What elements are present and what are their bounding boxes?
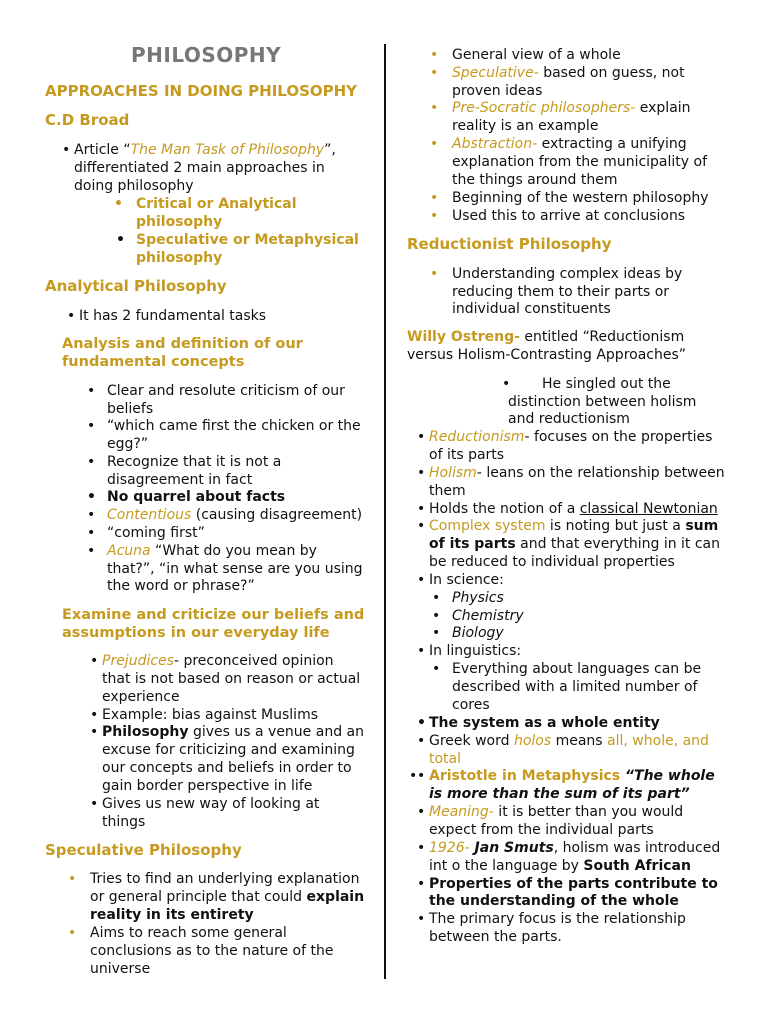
task2-heading-2: assumptions in our everyday life [62,625,330,641]
list-item: • Clear and resolute criticism of our [107,382,345,400]
broad-heading: C.D Broad [45,111,130,129]
list-item-cont: them [429,483,466,499]
list-item: • No quarrel about facts [107,488,285,506]
ostreng-line-2: versus Holism-Contrasting Approaches” [407,347,687,363]
task1-heading: Analysis and definition of our [62,336,303,352]
approach-speculative-2: philosophy [136,250,223,266]
list-item-cont: reducing them to their parts or [452,284,670,300]
article-line-3: doing philosophy [74,178,194,194]
list-item: • Acuna “What do you mean by [107,542,317,560]
list-item-cont: between the parts. [429,929,562,945]
list-item: • Reductionism- focuses on the properties [429,428,712,446]
list-item: • General view of a whole [452,46,621,64]
list-item: • “coming first” [107,524,205,542]
article-line: • Article “The Man Task of Philosophy”, [74,141,336,159]
list-item: • Greek word holos means all, whole, and [429,732,709,750]
list-item-cont: gain border perspective in life [102,778,313,794]
list-item: • Beginning of the western philosophy [452,189,709,207]
list-item-cont: described with a limited number of [452,679,698,695]
list-item-cont: explanation from the municipality of [452,154,708,170]
list-item: • Chemistry [452,607,524,625]
list-item: • Everything about languages can be [452,660,701,678]
speculative-heading: Speculative Philosophy [45,841,242,859]
task2-heading: Examine and criticize our beliefs and [62,607,365,623]
list-item-cont: universe [90,961,151,977]
list-item: • Recognize that it is not a [107,453,281,471]
list-item-cont: beliefs [107,401,154,417]
page-title: PHILOSOPHY [131,43,282,67]
list-item-cont: cores [452,697,490,713]
list-item: • Speculative- based on guess, not [452,64,685,82]
list-item-cont: of its parts and that everything in it can [429,536,721,552]
tasks-line: • It has 2 fundamental tasks [79,307,266,325]
list-item-cont: disagreement in fact [107,472,253,488]
analytical-heading: Analytical Philosophy [45,277,227,295]
list-item: • Abstraction- extracting a unifying [452,135,687,153]
list-item: • 1926- Jan Smuts, holism was introduced [417,840,721,856]
list-item-cont: reality in its entirety [90,907,254,923]
list-item-cont: proven ideas [452,83,543,99]
list-item: • Aims to reach some general [90,924,287,942]
list-item: • In science: [429,571,504,589]
article-line-2: differentiated 2 main approaches in [74,160,325,176]
list-item-cont: that?”, “in what sense are you using [107,561,363,577]
list-item-cont: things [102,814,146,830]
list-item: • Holism- leans on the relationship between [429,464,725,482]
list-item-cont: of its parts [429,447,505,463]
list-item-cont: be reduced to individual properties [429,554,675,570]
list-item-cont: excuse for criticizing and examining [102,742,355,758]
list-item: • The system as a whole entity [429,714,660,732]
list-item: • Understanding complex ideas by [452,265,682,283]
list-item-cont: our concepts and beliefs in order to [102,760,352,776]
list-item: • Used this to arrive at conclusions [452,207,685,225]
list-item: • Complex system is noting but just a sum [429,517,718,535]
list-item-cont: expect from the individual parts [429,822,654,838]
list-item-cont: experience [102,689,180,705]
approach-critical: • Critical or Analytical [136,195,297,213]
list-item-cont: individual constituents [452,301,611,317]
list-item-cont: conclusions as to the nature of the [90,943,334,959]
list-item-cont: or general principle that could explain [90,889,365,905]
ostreng-line: Willy Ostreng- entitled “Reductionism [407,329,685,345]
list-item: • Physics [452,589,504,607]
list-item: • The primary focus is the relationship [417,911,686,927]
list-item: • Holds the notion of a classical Newtonian [429,500,718,518]
approaches-heading: APPROACHES IN DOING PHILOSOPHY [45,82,358,100]
singled-line: • He singled out the [502,376,671,392]
list-item: • In linguistics: [429,642,521,660]
list-item-cont: egg?” [107,436,149,452]
list-item-cont: that is not based on reason or actual [102,671,361,687]
list-item: • Tries to find an underlying explanation [90,870,360,888]
singled-line-3: and reductionism [508,411,630,427]
singled-line-2: distinction between holism [508,394,697,410]
list-item: • Biology [452,624,504,642]
list-item: • Prejudices- preconceived opinion [102,652,334,670]
approach-critical-2: philosophy [136,214,223,230]
column-divider [384,44,386,979]
list-item-cont: the word or phrase?” [107,578,255,594]
list-item: • Gives us new way of looking at [102,795,319,813]
list-item-cont: total [429,751,462,767]
list-item: • “which came first the chicken or the [107,417,361,435]
list-item-cont: reality is an example [452,118,599,134]
task1-heading-2: fundamental concepts [62,354,245,370]
list-item-cont: the understanding of the whole [429,893,679,909]
list-item-cont: the things around them [452,172,618,188]
approach-speculative: • Speculative or Metaphysical [136,231,359,249]
list-item: • Example: bias against Muslims [102,706,318,724]
list-item: • Philosophy gives us a venue and an [102,723,364,741]
list-item: • Contentious (causing disagreement) [107,506,362,524]
list-item: • Properties of the parts contribute to [417,876,718,892]
list-item: • • Aristotle in Metaphysics “The whole [429,767,715,785]
list-item: • Pre-Socratic philosophers- explain [452,99,691,117]
list-item-cont: is more than the sum of its part” [429,786,690,802]
list-item-cont: int o the language by South African [429,858,691,874]
reductionist-heading: Reductionist Philosophy [407,235,612,253]
list-item: • Meaning- it is better than you would [417,804,684,820]
